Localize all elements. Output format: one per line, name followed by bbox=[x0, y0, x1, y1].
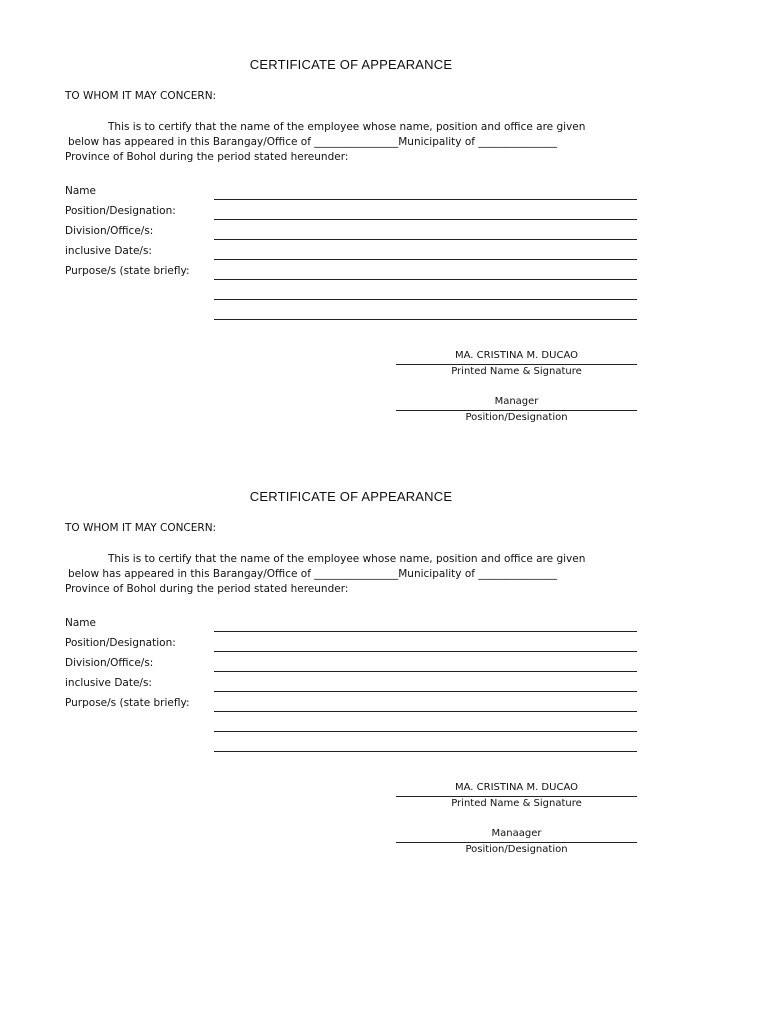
name-label: Name bbox=[65, 617, 96, 629]
designation-line bbox=[396, 842, 637, 843]
division-label: Division/Office/s: bbox=[65, 657, 154, 669]
certificate-title: CERTIFICATE OF APPEARANCE bbox=[249, 489, 453, 504]
body-line: Province of Bohol during the period stated hereunder: bbox=[65, 151, 349, 163]
name-line[interactable] bbox=[214, 631, 637, 632]
salutation: TO WHOM IT MAY CONCERN: bbox=[65, 90, 217, 102]
purpose-label: Purpose/s (state briefly: bbox=[65, 697, 190, 709]
certificate-form bbox=[0, 432, 768, 862]
signature-caption: Printed Name & Signature bbox=[451, 366, 582, 377]
body-line: below has appeared in this Barangay/Office of ________________Municipality of _______________ bbox=[68, 136, 558, 148]
salutation: TO WHOM IT MAY CONCERN: bbox=[65, 522, 217, 534]
dates-line[interactable] bbox=[214, 691, 637, 692]
signatory-name: MA. CRISTINA M. DUCAO bbox=[455, 350, 578, 361]
signature-line bbox=[396, 796, 637, 797]
body-line: Province of Bohol during the period stated hereunder: bbox=[65, 583, 349, 595]
body-line: This is to certify that the name of the employee whose name, position and office are given bbox=[108, 121, 586, 133]
signatory-position: Manaager bbox=[491, 828, 542, 839]
position-label: Position/Designation: bbox=[65, 205, 176, 217]
certificate-form bbox=[0, 0, 768, 430]
body-line: This is to certify that the name of the employee whose name, position and office are given bbox=[108, 553, 586, 565]
purpose-label: Purpose/s (state briefly: bbox=[65, 265, 190, 277]
signature-line bbox=[396, 364, 637, 365]
purpose-line[interactable] bbox=[214, 711, 637, 712]
dates-line[interactable] bbox=[214, 259, 637, 260]
certificate-body bbox=[65, 120, 645, 165]
signatory-name: MA. CRISTINA M. DUCAO bbox=[455, 782, 578, 793]
dates-label: inclusive Date/s: bbox=[65, 677, 152, 689]
purpose-line[interactable] bbox=[214, 731, 637, 732]
name-label: Name bbox=[65, 185, 96, 197]
position-line[interactable] bbox=[214, 651, 637, 652]
designation-line bbox=[396, 410, 637, 411]
position-label: Position/Designation: bbox=[65, 637, 176, 649]
name-line[interactable] bbox=[214, 199, 637, 200]
purpose-line[interactable] bbox=[214, 319, 637, 320]
purpose-line[interactable] bbox=[214, 299, 637, 300]
designation-caption: Position/Designation bbox=[465, 412, 568, 423]
designation-caption: Position/Designation bbox=[465, 844, 568, 855]
division-line[interactable] bbox=[214, 239, 637, 240]
certificate-body bbox=[65, 552, 645, 597]
body-line: below has appeared in this Barangay/Office of ________________Municipality of _______________ bbox=[68, 568, 558, 580]
signature-caption: Printed Name & Signature bbox=[451, 798, 582, 809]
purpose-line[interactable] bbox=[214, 751, 637, 752]
signatory-position: Manager bbox=[494, 396, 539, 407]
position-line[interactable] bbox=[214, 219, 637, 220]
division-label: Division/Office/s: bbox=[65, 225, 154, 237]
purpose-line[interactable] bbox=[214, 279, 637, 280]
dates-label: inclusive Date/s: bbox=[65, 245, 152, 257]
certificate-title: CERTIFICATE OF APPEARANCE bbox=[249, 57, 453, 72]
division-line[interactable] bbox=[214, 671, 637, 672]
